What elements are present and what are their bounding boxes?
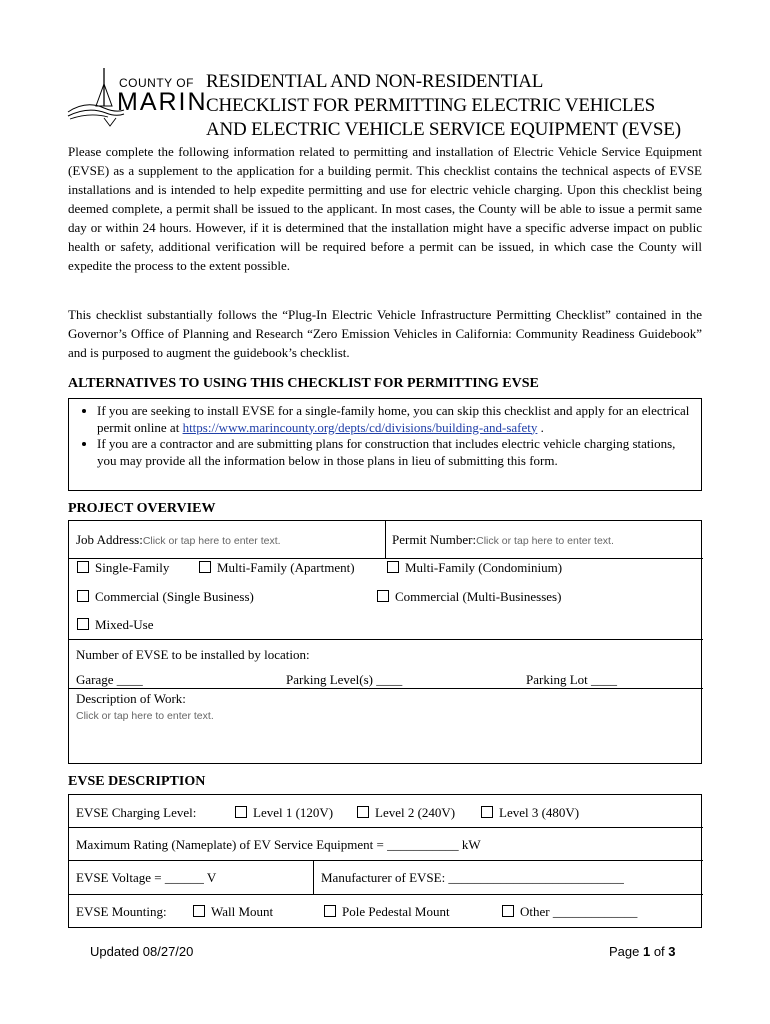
logo-marin: MARIN	[117, 88, 208, 116]
intro-paragraph-1: Please complete the following information related to permitting and installation of Electric Vehicle Service Equipment (EVSE) as a supplement to the application for a building permit. This checklist contains the technical aspects of EVSE installations and is intended to help expedite permitting and use for electric vehicle charging. Upon this checklist being deemed complete, a permit shall be issued to the applicant. In most cases, the County will be able to issue a permit same day or within 24 hours. However, if it is determined that the installation might have a specific adverse impact on public health or safety, additional verification will be required before a permit can be issued, in which case the County will expedite the process to the extent possible.	[68, 144, 702, 273]
label-commercial-multi: Commercial (Multi-Businesses)	[395, 589, 562, 604]
permit-number-field[interactable]	[392, 532, 614, 548]
checkbox-icon[interactable]	[235, 806, 247, 818]
page-number	[609, 944, 676, 959]
checkbox-icon[interactable]	[387, 561, 399, 573]
page-title	[206, 70, 681, 142]
max-rating-field[interactable]: Maximum Rating (Nameplate) of EV Service Equipment = ___________ kW	[76, 837, 481, 852]
bullet-1-end: .	[537, 419, 544, 435]
charging-level-label: EVSE Charging Level:	[76, 805, 197, 820]
checkbox-other[interactable]	[502, 904, 637, 920]
checkbox-multi-condo[interactable]	[387, 560, 562, 576]
project-overview-heading: PROJECT OVERVIEW	[68, 501, 216, 516]
label-multi-condo: Multi-Family (Condominium)	[405, 560, 563, 575]
checkbox-commercial-single[interactable]	[77, 589, 254, 605]
garage-field[interactable]: Garage ____	[76, 672, 143, 687]
building-safety-link[interactable]: https://www.marincounty.org/depts/cd/divisions/building-and-safety	[182, 419, 538, 435]
parking-levels-field[interactable]: Parking Level(s) ____	[286, 672, 403, 687]
divider	[313, 860, 314, 894]
label-level-2: Level 2 (240V)	[375, 805, 456, 820]
divider	[69, 558, 703, 559]
title-line-2: CHECKLIST FOR PERMITTING ELECTRIC VEHICLES	[206, 95, 656, 116]
checkbox-icon[interactable]	[357, 806, 369, 818]
label-level-1: Level 1 (120V)	[253, 805, 334, 820]
manufacturer-field[interactable]: Manufacturer of EVSE: ___________________________	[321, 870, 624, 885]
divider	[69, 894, 703, 895]
evse-count-label: Number of EVSE to be installed by location:	[76, 647, 310, 662]
description-input[interactable]: Click or tap here to enter text.	[76, 710, 214, 722]
page-label: Page	[609, 944, 643, 959]
page-current: 1	[642, 944, 651, 959]
checkbox-single-family[interactable]	[77, 560, 169, 576]
parking-lot-field[interactable]: Parking Lot ____	[526, 672, 617, 687]
label-mixed-use: Mixed-Use	[95, 617, 154, 632]
description-label: Description of Work:	[76, 691, 186, 706]
divider	[69, 827, 703, 828]
bullet-1-text: If you are seeking to install EVSE for a single-family home, you can skip this checklist and apply for an electrical permit online at	[97, 403, 690, 435]
alternatives-box	[68, 398, 702, 491]
alternatives-heading: ALTERNATIVES TO USING THIS CHECKLIST FOR PERMITTING EVSE	[68, 376, 539, 391]
checkbox-multi-apartment[interactable]	[199, 560, 355, 576]
divider	[385, 521, 386, 558]
alternatives-bullet-2: • If you are a contractor and are submitting plans for construction that includes electric vehicle charging stations, you may provide all the information below in those plans in lieu of submitting this form.	[97, 436, 693, 469]
checkbox-pole-mount[interactable]	[324, 904, 450, 920]
intro-paragraph-2: This checklist substantially follows the “Plug-In Electric Vehicle Infrastructure Permitting Checklist” contained in the Governor’s Office of Planning and Research “Zero Emission Vehicles in California: Community Readiness Guidebook” and is purposed to augment the guidebook’s checklist.	[68, 307, 702, 360]
checkbox-icon[interactable]	[77, 561, 89, 573]
divider	[69, 688, 703, 689]
project-overview-box	[68, 520, 702, 764]
checkbox-icon[interactable]	[324, 905, 336, 917]
checkbox-icon[interactable]	[481, 806, 493, 818]
checkbox-wall-mount[interactable]	[193, 904, 273, 920]
label-wall-mount: Wall Mount	[211, 904, 274, 919]
checkbox-icon[interactable]	[199, 561, 211, 573]
checkbox-icon[interactable]	[377, 590, 389, 602]
label-level-3: Level 3 (480V)	[499, 805, 580, 820]
page-of: of	[650, 944, 669, 959]
updated-date: Updated 08/27/20	[90, 944, 194, 959]
checkbox-icon[interactable]	[193, 905, 205, 917]
job-address-input[interactable]: Click or tap here to enter text.	[142, 535, 281, 547]
label-single-family: Single-Family	[95, 560, 170, 575]
checkbox-level-2[interactable]	[357, 805, 455, 821]
permit-number-input[interactable]: Click or tap here to enter text.	[476, 535, 614, 547]
title-line-1: RESIDENTIAL AND NON-RESIDENTIAL	[206, 71, 544, 92]
page-total: 3	[668, 944, 676, 959]
county-logo	[66, 66, 208, 130]
checkbox-icon[interactable]	[502, 905, 514, 917]
label-commercial-single: Commercial (Single Business)	[95, 589, 254, 604]
divider	[69, 639, 703, 640]
logo-county-of: COUNTY OF	[119, 76, 194, 90]
checkbox-level-3[interactable]	[481, 805, 579, 821]
job-address-field[interactable]	[76, 532, 281, 548]
checkbox-icon[interactable]	[77, 618, 89, 630]
alternatives-bullet-1	[97, 403, 693, 436]
job-address-label: Job Address:	[76, 532, 143, 547]
permit-number-label: Permit Number:	[392, 532, 477, 547]
title-line-3: AND ELECTRIC VEHICLE SERVICE EQUIPMENT (EVSE)	[206, 119, 681, 140]
voltage-field[interactable]: EVSE Voltage = ______ V	[76, 870, 217, 885]
label-other: Other _____________	[520, 904, 638, 919]
mounting-label: EVSE Mounting:	[76, 904, 167, 919]
label-multi-apartment: Multi-Family (Apartment)	[217, 560, 355, 575]
evse-description-heading: EVSE DESCRIPTION	[68, 774, 206, 789]
checkbox-commercial-multi[interactable]	[377, 589, 561, 605]
label-pole-mount: Pole Pedestal Mount	[342, 904, 450, 919]
checkbox-icon[interactable]	[77, 590, 89, 602]
checkbox-mixed-use[interactable]	[77, 617, 154, 633]
checkbox-level-1[interactable]	[235, 805, 333, 821]
divider	[69, 860, 703, 861]
evse-description-box	[68, 794, 702, 928]
